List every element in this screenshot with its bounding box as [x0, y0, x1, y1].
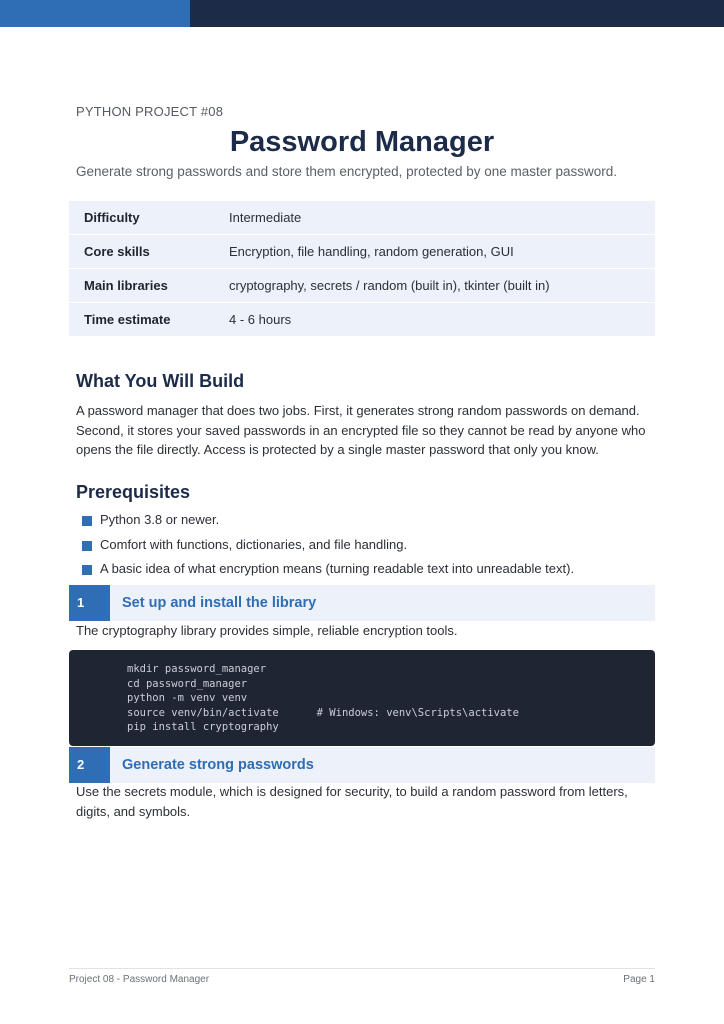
- info-value: Intermediate: [229, 201, 655, 235]
- project-info-table: [69, 201, 655, 337]
- info-row-main-libraries: [69, 269, 655, 303]
- info-key: Time estimate: [69, 303, 229, 337]
- bullet-square-icon: [82, 516, 92, 526]
- info-row-time-estimate: [69, 303, 655, 337]
- list-item: [82, 536, 574, 561]
- project-eyebrow: PYTHON PROJECT #08: [76, 104, 224, 119]
- step-title: Generate strong passwords: [122, 757, 314, 773]
- code-comment: # Windows: venv\Scripts\activate: [316, 706, 519, 719]
- step-1-header: [69, 585, 655, 621]
- info-key: Difficulty: [69, 201, 229, 235]
- step-title: Set up and install the library: [122, 595, 317, 611]
- top-banner-accent: [0, 0, 190, 27]
- bullet-square-icon: [82, 541, 92, 551]
- prerequisites-list: [82, 511, 574, 585]
- footer-project-label: Project 08 - Password Manager: [69, 974, 210, 985]
- info-key: Main libraries: [69, 269, 229, 303]
- list-item-text: A basic idea of what encryption means (turning readable text into unreadable text).: [100, 561, 575, 576]
- step-2-description: Use the secrets module, which is designed for security, to build a random password from letters, digits, and symbols.: [76, 784, 628, 819]
- step-number-badge: 1: [69, 585, 110, 621]
- code-line: cd password_manager: [127, 677, 248, 690]
- code-line: python -m venv venv: [127, 692, 248, 705]
- list-item-text: Comfort with functions, dictionaries, and file handling.: [100, 536, 408, 552]
- build-paragraph: A password manager that does two jobs. First, it generates strong random passwords on demand. Second, it stores your saved passwords in an encrypted file so they cannot be read by anyone who opens the file directly. Access is protected by a single master password that only you know.: [76, 403, 646, 457]
- code-line: pip install cryptography: [127, 721, 279, 734]
- list-item: [82, 560, 574, 585]
- info-row-core-skills: [69, 235, 655, 269]
- code-block: [69, 650, 655, 746]
- info-value: Encryption, file handling, random generation, GUI: [229, 235, 655, 269]
- footer-page-number: Page 1: [623, 974, 655, 985]
- build-heading: What You Will Build: [76, 371, 245, 391]
- code-text: [127, 662, 519, 735]
- bullet-square-icon: [82, 565, 92, 575]
- top-banner: [0, 0, 724, 27]
- info-value: 4 - 6 hours: [229, 303, 655, 337]
- list-item-text: Python 3.8 or newer.: [100, 512, 220, 527]
- page-title: Password Manager: [229, 126, 495, 158]
- step-1-description: The cryptography library provides simple, reliable encryption tools.: [76, 623, 458, 638]
- info-key: Core skills: [69, 235, 229, 269]
- step-number-badge: 2: [69, 747, 110, 783]
- code-line: mkdir password_manager: [127, 663, 267, 675]
- page-subtitle: Generate strong passwords and store them encrypted, protected by one master password.: [76, 164, 618, 179]
- step-2-header: [69, 747, 655, 783]
- info-value: cryptography, secrets / random (built in), tkinter (built in): [229, 269, 655, 303]
- footer-divider: [69, 968, 655, 969]
- prerequisites-heading: Prerequisites: [76, 482, 191, 502]
- info-row-difficulty: [69, 201, 655, 235]
- list-item: [82, 511, 574, 536]
- code-line: source venv/bin/activate: [127, 706, 279, 719]
